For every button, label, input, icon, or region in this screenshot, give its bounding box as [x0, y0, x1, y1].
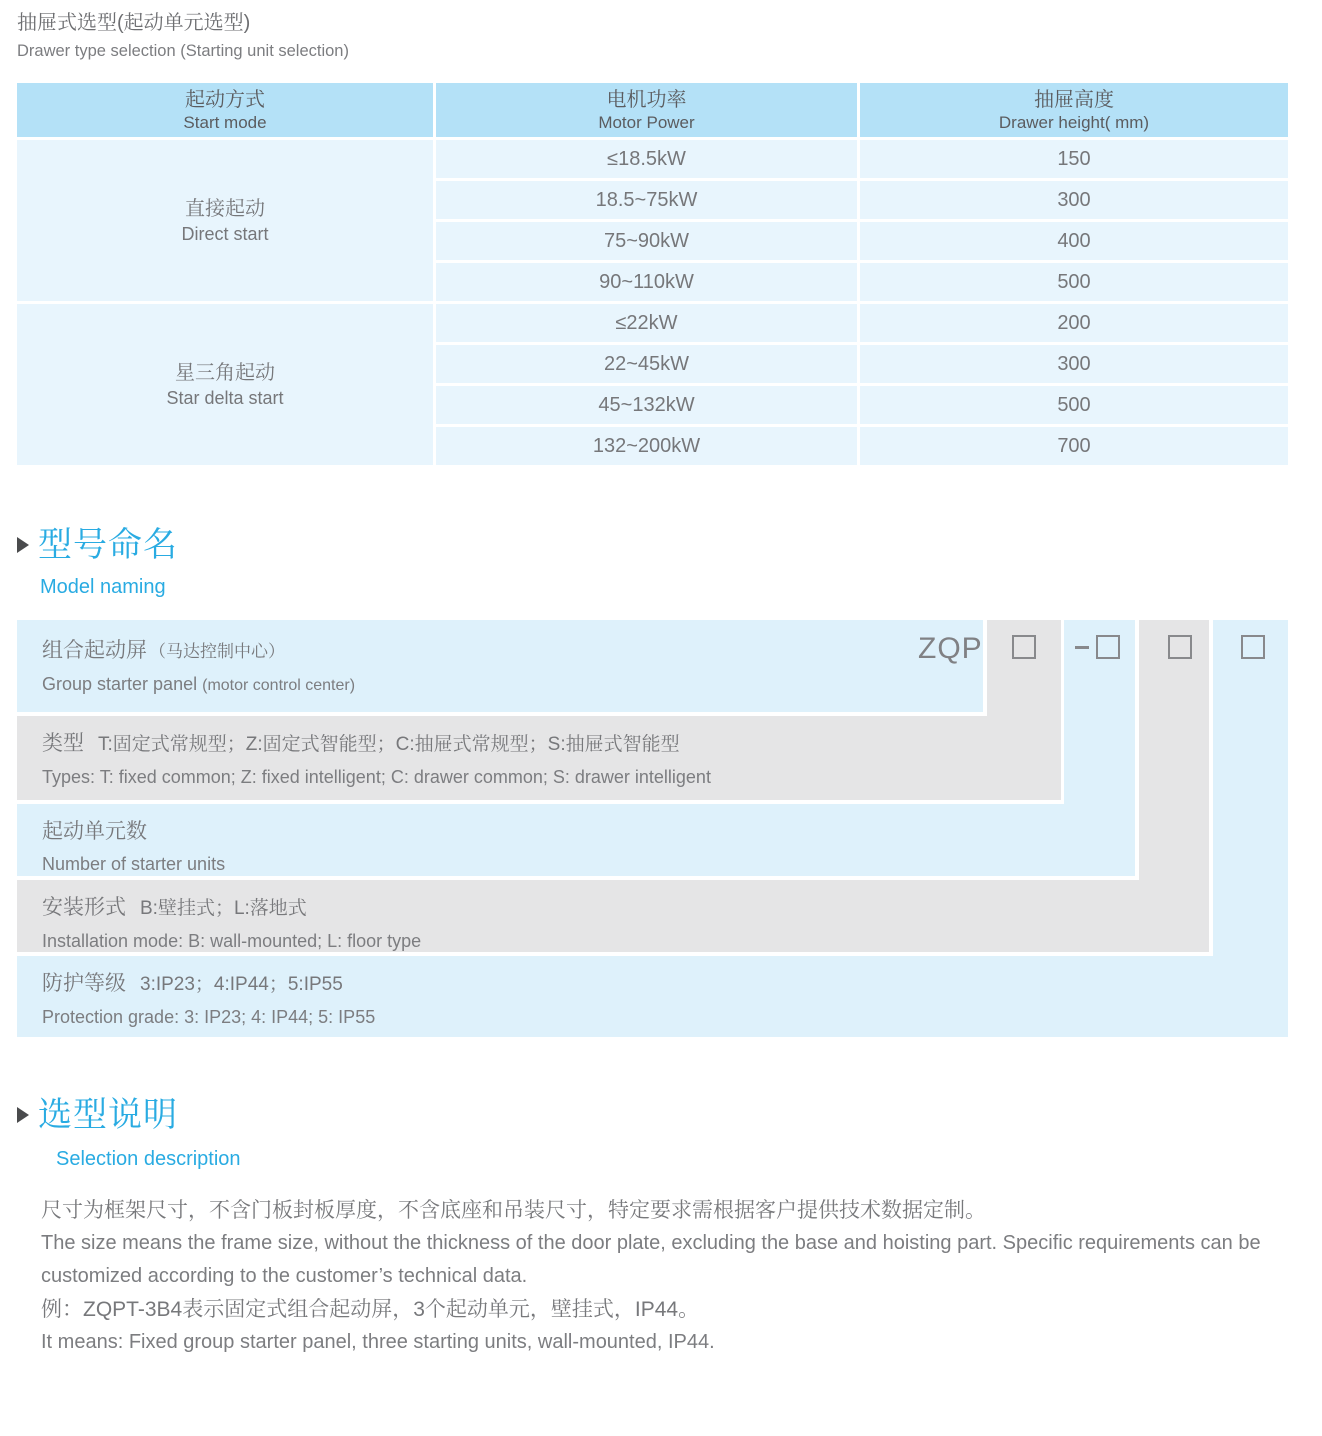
cell-height: 500 [860, 386, 1288, 424]
header-start-mode-en: Start mode [183, 112, 267, 132]
cell-height: 700 [860, 427, 1288, 465]
cell-power: 22~45kW [436, 345, 857, 383]
table-header-motor-power [436, 83, 857, 137]
model-box-type [1012, 635, 1036, 659]
cell-power: ≤18.5kW [436, 140, 857, 178]
table-header-start-mode [17, 83, 433, 137]
naming-band-group-starter-panel [17, 620, 983, 712]
band0-en-detail: (motor control center) [202, 677, 356, 694]
model-naming-diagram [17, 620, 1288, 1037]
description-p2-zh: 例：ZQPT-3B4表示固定式组合起动屏，3个起动单元，壁挂式，IP44。 [41, 1298, 700, 1321]
model-box-units [1096, 635, 1120, 659]
section-arrow-icon [17, 1107, 29, 1123]
header-drawer-height-en: Drawer height( mm) [998, 112, 1150, 132]
band3-zh-main: 安装形式 [42, 896, 126, 919]
cell-power: 18.5~75kW [436, 181, 857, 219]
band4-zh-main: 防护等级 [42, 972, 126, 995]
model-naming-subtitle: Model naming [40, 576, 166, 598]
description-p1-zh: 尺寸为框架尺寸，不含门板封板厚度，不含底座和吊装尺寸，特定要求需根据客户提供技术数据定制。 [41, 1199, 986, 1222]
naming-band-protection-grade [17, 956, 1288, 1037]
model-box-installation [1168, 635, 1192, 659]
table-header-drawer-height [860, 83, 1288, 137]
header-start-mode-zh: 起动方式 [185, 88, 265, 111]
group-mode-star-delta-start [17, 304, 433, 465]
group-mode-direct-start [17, 140, 433, 301]
cell-height: 300 [860, 345, 1288, 383]
cell-height: 150 [860, 140, 1288, 178]
header-motor-power-en: Motor Power [598, 112, 695, 132]
model-box-protection [1241, 635, 1265, 659]
mode-direct-zh: 直接起动 [185, 197, 265, 220]
cell-height: 500 [860, 263, 1288, 301]
cell-power: 90~110kW [436, 263, 857, 301]
selection-description-body [41, 1194, 1291, 1359]
naming-band-installation-mode [17, 880, 1209, 952]
model-code: ZQP [918, 632, 983, 665]
model-naming-title: 型号命名 [38, 526, 178, 564]
band1-zh-main: 类型 [42, 732, 84, 755]
mode-star-delta-zh: 星三角起动 [175, 361, 275, 384]
band0-en-main: Group starter panel [42, 674, 198, 694]
drawer-selection-table [17, 83, 1288, 465]
band1-en-main: Types: T: fixed common; Z: fixed intelligent; C: drawer common; S: drawer intelligent [42, 767, 711, 787]
selection-description-title: 选型说明 [38, 1096, 178, 1134]
band0-zh-main: 组合起动屏 [42, 639, 147, 662]
band0-zh-detail: （马达控制中心） [149, 642, 285, 661]
mode-star-delta-en: Star delta start [166, 387, 284, 408]
cell-power: 45~132kW [436, 386, 857, 424]
description-p1-en: The size means the frame size, without the thickness of the door plate, excluding the base and hoisting part. Specific requirements can be customized according to the customer’s technical data. [41, 1232, 1261, 1287]
band4-en-main: Protection grade: 3: IP23; 4: IP44; 5: IP55 [42, 1007, 376, 1027]
model-dash [1075, 646, 1089, 649]
page-subtitle: Drawer type selection (Starting unit selection) [17, 42, 349, 60]
band3-en-main: Installation mode: B: wall-mounted; L: floor type [42, 931, 422, 951]
cell-height: 300 [860, 181, 1288, 219]
section-arrow-icon [17, 537, 29, 553]
cell-power: 132~200kW [436, 427, 857, 465]
naming-band-starter-units [17, 804, 1135, 876]
model-naming-section-header [17, 524, 178, 600]
cell-power: 75~90kW [436, 222, 857, 260]
band2-en-main: Number of starter units [42, 854, 226, 874]
cell-height: 400 [860, 222, 1288, 260]
band4-zh-detail: 3:IP23；4:IP44；5:IP55 [140, 974, 343, 995]
page-title-block [17, 10, 349, 63]
cell-power: ≤22kW [436, 304, 857, 342]
mode-direct-en: Direct start [181, 223, 269, 244]
selection-description-subtitle: Selection description [56, 1148, 241, 1170]
selection-description-section-header [17, 1094, 241, 1172]
header-motor-power-zh: 电机功率 [606, 88, 687, 111]
band1-zh-detail: T:固定式常规型；Z:固定式智能型；C:抽屉式常规型；S:抽屉式智能型 [98, 734, 680, 755]
band3-zh-detail: B:壁挂式；L:落地式 [140, 898, 307, 919]
band2-zh-main: 起动单元数 [42, 820, 147, 843]
page-title: 抽屉式选型(起动单元选型) [17, 12, 251, 34]
description-p2-en: It means: Fixed group starter panel, three starting units, wall-mounted, IP44. [41, 1331, 715, 1353]
naming-band-type [17, 716, 1061, 800]
cell-height: 200 [860, 304, 1288, 342]
header-drawer-height-zh: 抽屉高度 [1034, 88, 1114, 111]
